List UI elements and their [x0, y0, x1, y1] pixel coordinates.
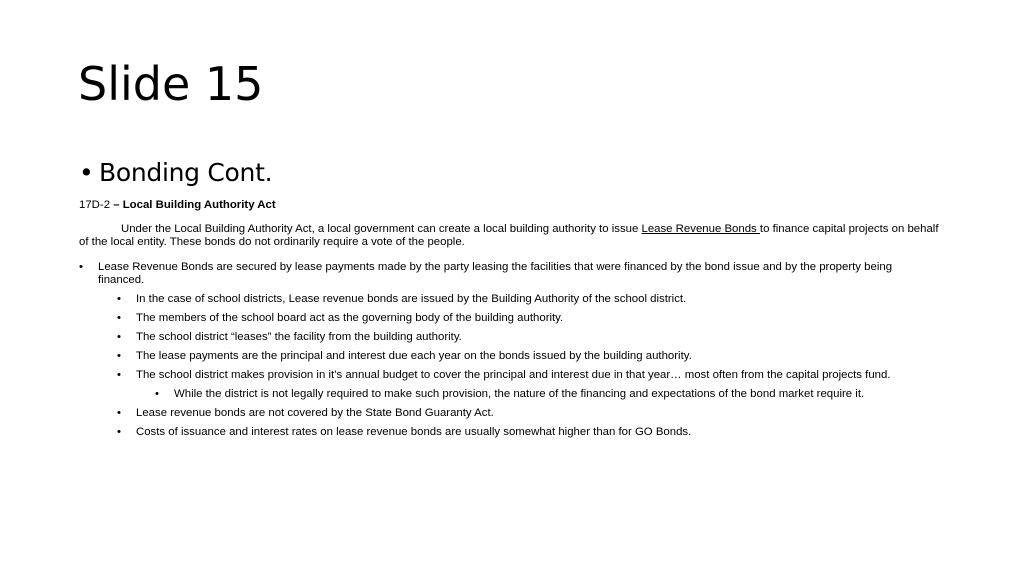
sub-bullet-item	[79, 369, 939, 382]
para-before: Under the Local Building Authority Act, a local government can create a local building authority to issue	[121, 223, 642, 235]
sub-bullet-item	[79, 407, 939, 420]
sub-bullet-text: In the case of school districts, Lease revenue bonds are issued by the Building Authority of the school district.	[136, 293, 687, 305]
sub-bullet-item	[79, 426, 939, 439]
bullet-dot-icon: •	[79, 261, 83, 273]
bullet-dot-icon: •	[155, 388, 159, 400]
bullet-dot-icon: •	[117, 407, 121, 419]
sub-bullet-item	[79, 312, 939, 325]
bullet-dot-icon: •	[79, 158, 94, 187]
bullet-dot-icon: •	[117, 331, 121, 343]
bullet-item	[79, 261, 939, 287]
main-bullet	[79, 157, 939, 189]
sub-bullet-item	[79, 331, 939, 344]
section-dash: –	[110, 199, 123, 211]
slide-title: Slide 15	[78, 57, 264, 111]
sub-bullet-item	[79, 350, 939, 363]
sub-bullet-text: Costs of issuance and interest rates on lease revenue bonds are usually somewhat higher than for GO Bonds.	[136, 426, 692, 438]
bullet-dot-icon: •	[117, 369, 121, 381]
lease-revenue-bonds-term: Lease Revenue Bonds	[641, 223, 760, 235]
bullet-dot-icon: •	[117, 350, 121, 362]
main-bullet-text: Bonding Cont.	[99, 158, 273, 187]
bullet-dot-icon: •	[117, 426, 121, 438]
section-heading	[79, 199, 939, 212]
sub-sub-bullet-text: While the district is not legally required to make such provision, the nature of the financing and expectations of the bond market require it.	[174, 388, 865, 400]
sub-bullet-item	[79, 293, 939, 306]
section-title: Local Building Authority Act	[122, 199, 276, 211]
para-after: to finance capital projects on behalf of the local entity. These bonds do not ordinarily require a vote of the people.	[79, 223, 939, 248]
bullet-dot-icon: •	[117, 312, 121, 324]
sub-bullet-text: Lease revenue bonds are not covered by the State Bond Guaranty Act.	[136, 407, 494, 419]
sub-sub-bullet-item	[79, 388, 939, 401]
sub-bullet-text: The school district “leases” the facility from the building authority.	[136, 331, 462, 343]
slide-content	[79, 157, 939, 439]
sub-bullet-text: The lease payments are the principal and interest due each year on the bonds issued by the building authority.	[136, 350, 692, 362]
sub-bullet-text: The school district makes provision in it’s annual budget to cover the principal and interest due in that year… most often from the capital projects fund.	[136, 369, 891, 381]
section-code: 17D-2	[79, 199, 111, 211]
intro-paragraph	[79, 223, 939, 249]
sub-bullet-text: The members of the school board act as the governing body of the building authority.	[136, 312, 564, 324]
bullet-text: Lease Revenue Bonds are secured by lease payments made by the party leasing the facilities that were financed by the bond issue and by the property being financed.	[98, 261, 893, 286]
bullet-dot-icon: •	[117, 293, 121, 305]
